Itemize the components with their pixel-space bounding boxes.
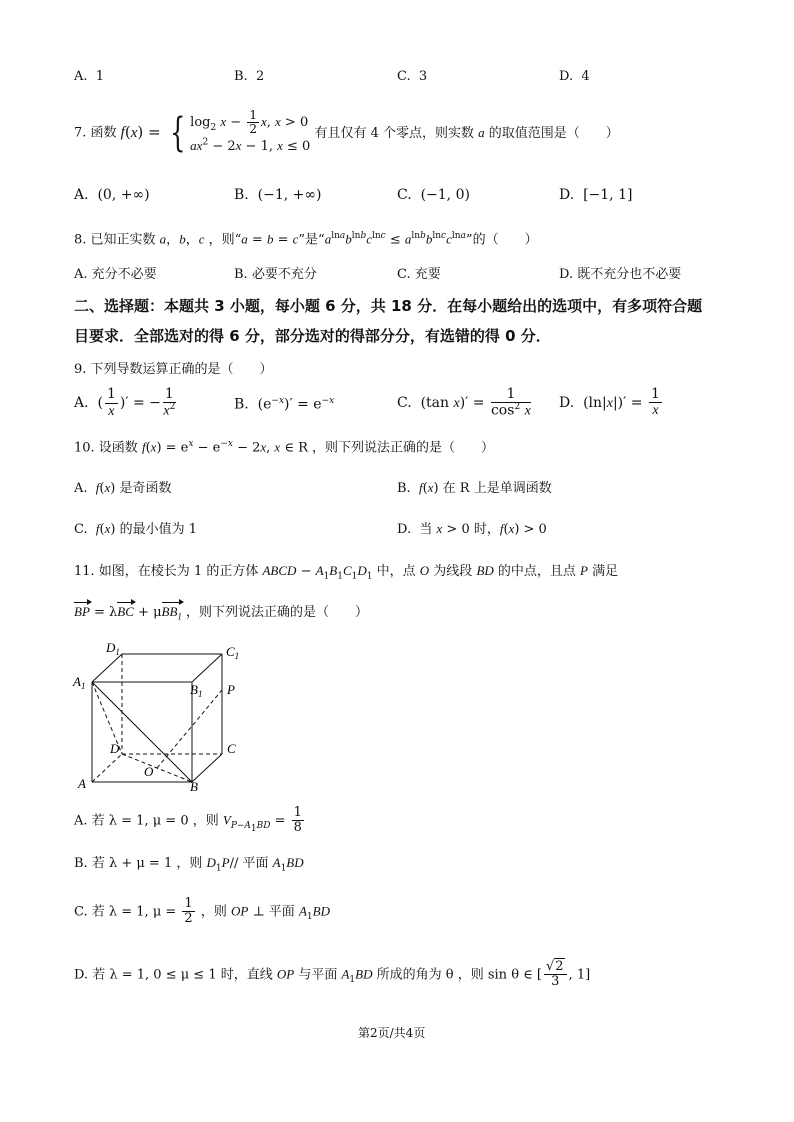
- q10-option-d: D. 当 x > 0 时，f(x) > 0: [397, 521, 547, 537]
- q8-option-b: B. 必要不充分: [234, 267, 317, 282]
- edge-b1c1: [192, 654, 222, 682]
- edge-a1d1: [92, 654, 122, 682]
- q11-option-c: C. 若 λ = 1, μ = $\frac{1}{2}$ ，则 OP ⊥ 平面 $A_1BD$: [74, 896, 330, 927]
- cube-figure: [70, 636, 250, 796]
- q10-stem: 10. 设函数 $f(x) = e^x - e^{-x} - 2x$, x ∈ R ，则下列说法正确的是（ ）: [74, 439, 495, 456]
- label-c: C: [227, 741, 236, 756]
- label-p: P: [227, 682, 235, 697]
- section-2-heading-line2: 目要求．全部选对的得 6 分，部分选对的得部分分，有选错的得 0 分．: [74, 327, 551, 345]
- q7-option-b: B. (−1, +∞): [234, 187, 322, 203]
- q7-option-d: D. [−1, 1]: [559, 187, 633, 203]
- q9-option-b: B. $(e^{-x})' = e^{-x}$: [234, 396, 335, 413]
- q11-stem-line1: 11. 如图，在棱长为 1 的正方体 ABCD − $A_1B_1C_1D_1$ 中，点 O 为线段 BD 的中点，且点 P 满足: [74, 563, 619, 582]
- q11-stem-line2: BP = λBC + μBB$_1$ ，则下列说法正确的是（ ）: [74, 604, 369, 622]
- label-d: D: [110, 741, 120, 756]
- q10-option-c: C. f(x) 的最小值为 1: [74, 521, 197, 537]
- label-a1: $A_1$: [73, 674, 86, 691]
- label-c1: $C_1$: [226, 644, 240, 661]
- page-footer: 第2页/共4页: [358, 1026, 426, 1040]
- q6-option-a: A. 1: [74, 69, 105, 84]
- edge-bc: [192, 754, 222, 782]
- q8-option-a: A. 充分不必要: [74, 267, 157, 282]
- q11-option-d: D. 若 λ = 1, 0 ≤ μ ≤ 1 时，直线 OP 与平面 $A_1BD$ 所成的角为 θ ，则 sin θ ∈ [ $\frac{√2}{3}$ , 1]: [74, 959, 591, 990]
- q7-option-c: C. (−1, 0): [397, 187, 470, 203]
- q9-option-c: C. (tan x)′ = $\frac{1}{\cos^2 x}$: [397, 386, 531, 420]
- q6-option-c: C. 3: [397, 69, 428, 84]
- label-d1: $D_1$: [106, 640, 120, 657]
- q9-option-d: D. (ln|x|)′ = $\frac{1}{x}$: [559, 386, 660, 419]
- q10-option-b: B. f(x) 在 R 上是单调函数: [397, 480, 552, 496]
- section-2-heading-line1: 二、选择题：本题共 3 小题，每小题 6 分，共 18 分．在每小题给出的选项中，有多项符合题: [74, 297, 703, 315]
- label-o: O: [144, 764, 154, 779]
- q7-option-a: A. (0, +∞): [74, 187, 150, 203]
- q10-option-a: A. f(x) 是奇函数: [74, 480, 172, 496]
- edge-op: [157, 690, 222, 768]
- label-b: B: [190, 779, 198, 794]
- edge-ad: [92, 754, 122, 782]
- label-b1: $B_1$: [190, 682, 203, 699]
- edge-a1b: [92, 682, 192, 782]
- q9-option-a: A. ( $\frac{1}{x}$ )′ = − $\frac{1}{x^2}$: [74, 386, 176, 420]
- q6-option-d: D. 4: [559, 69, 590, 84]
- q7-stem: 7. 函数 f(x) = { $\log_2 x$ − $\frac{1}{2}$ x, x > 0 $ax^2 - 2x - 1$, x ≤ 0 有且仅有 4 个零点，则实数 a 的取值范围是（ ）: [74, 108, 619, 156]
- q11-option-a: A. 若 λ = 1, μ = 0 ，则 $V_{P-A_1BD}$ = $\frac{1}{8}$: [74, 805, 302, 836]
- label-a: A: [78, 776, 86, 791]
- q6-option-b: B. 2: [234, 69, 265, 84]
- q8-stem: 8. 已知正实数 a，b，c ，则“a = b = c”是“$a^{lna}b^{lnb}c^{lnc} \le a^{lnb}b^{lnc}c^{lna}$”的（ ）: [74, 231, 538, 248]
- q11-option-b: B. 若 λ + μ = 1 ，则 $D_1P//$ 平面 $A_1BD$: [74, 855, 304, 874]
- q8-option-c: C. 充要: [397, 267, 441, 282]
- q8-option-d: D. 既不充分也不必要: [559, 267, 682, 282]
- q9-stem: 9. 下列导数运算正确的是（ ）: [74, 362, 273, 377]
